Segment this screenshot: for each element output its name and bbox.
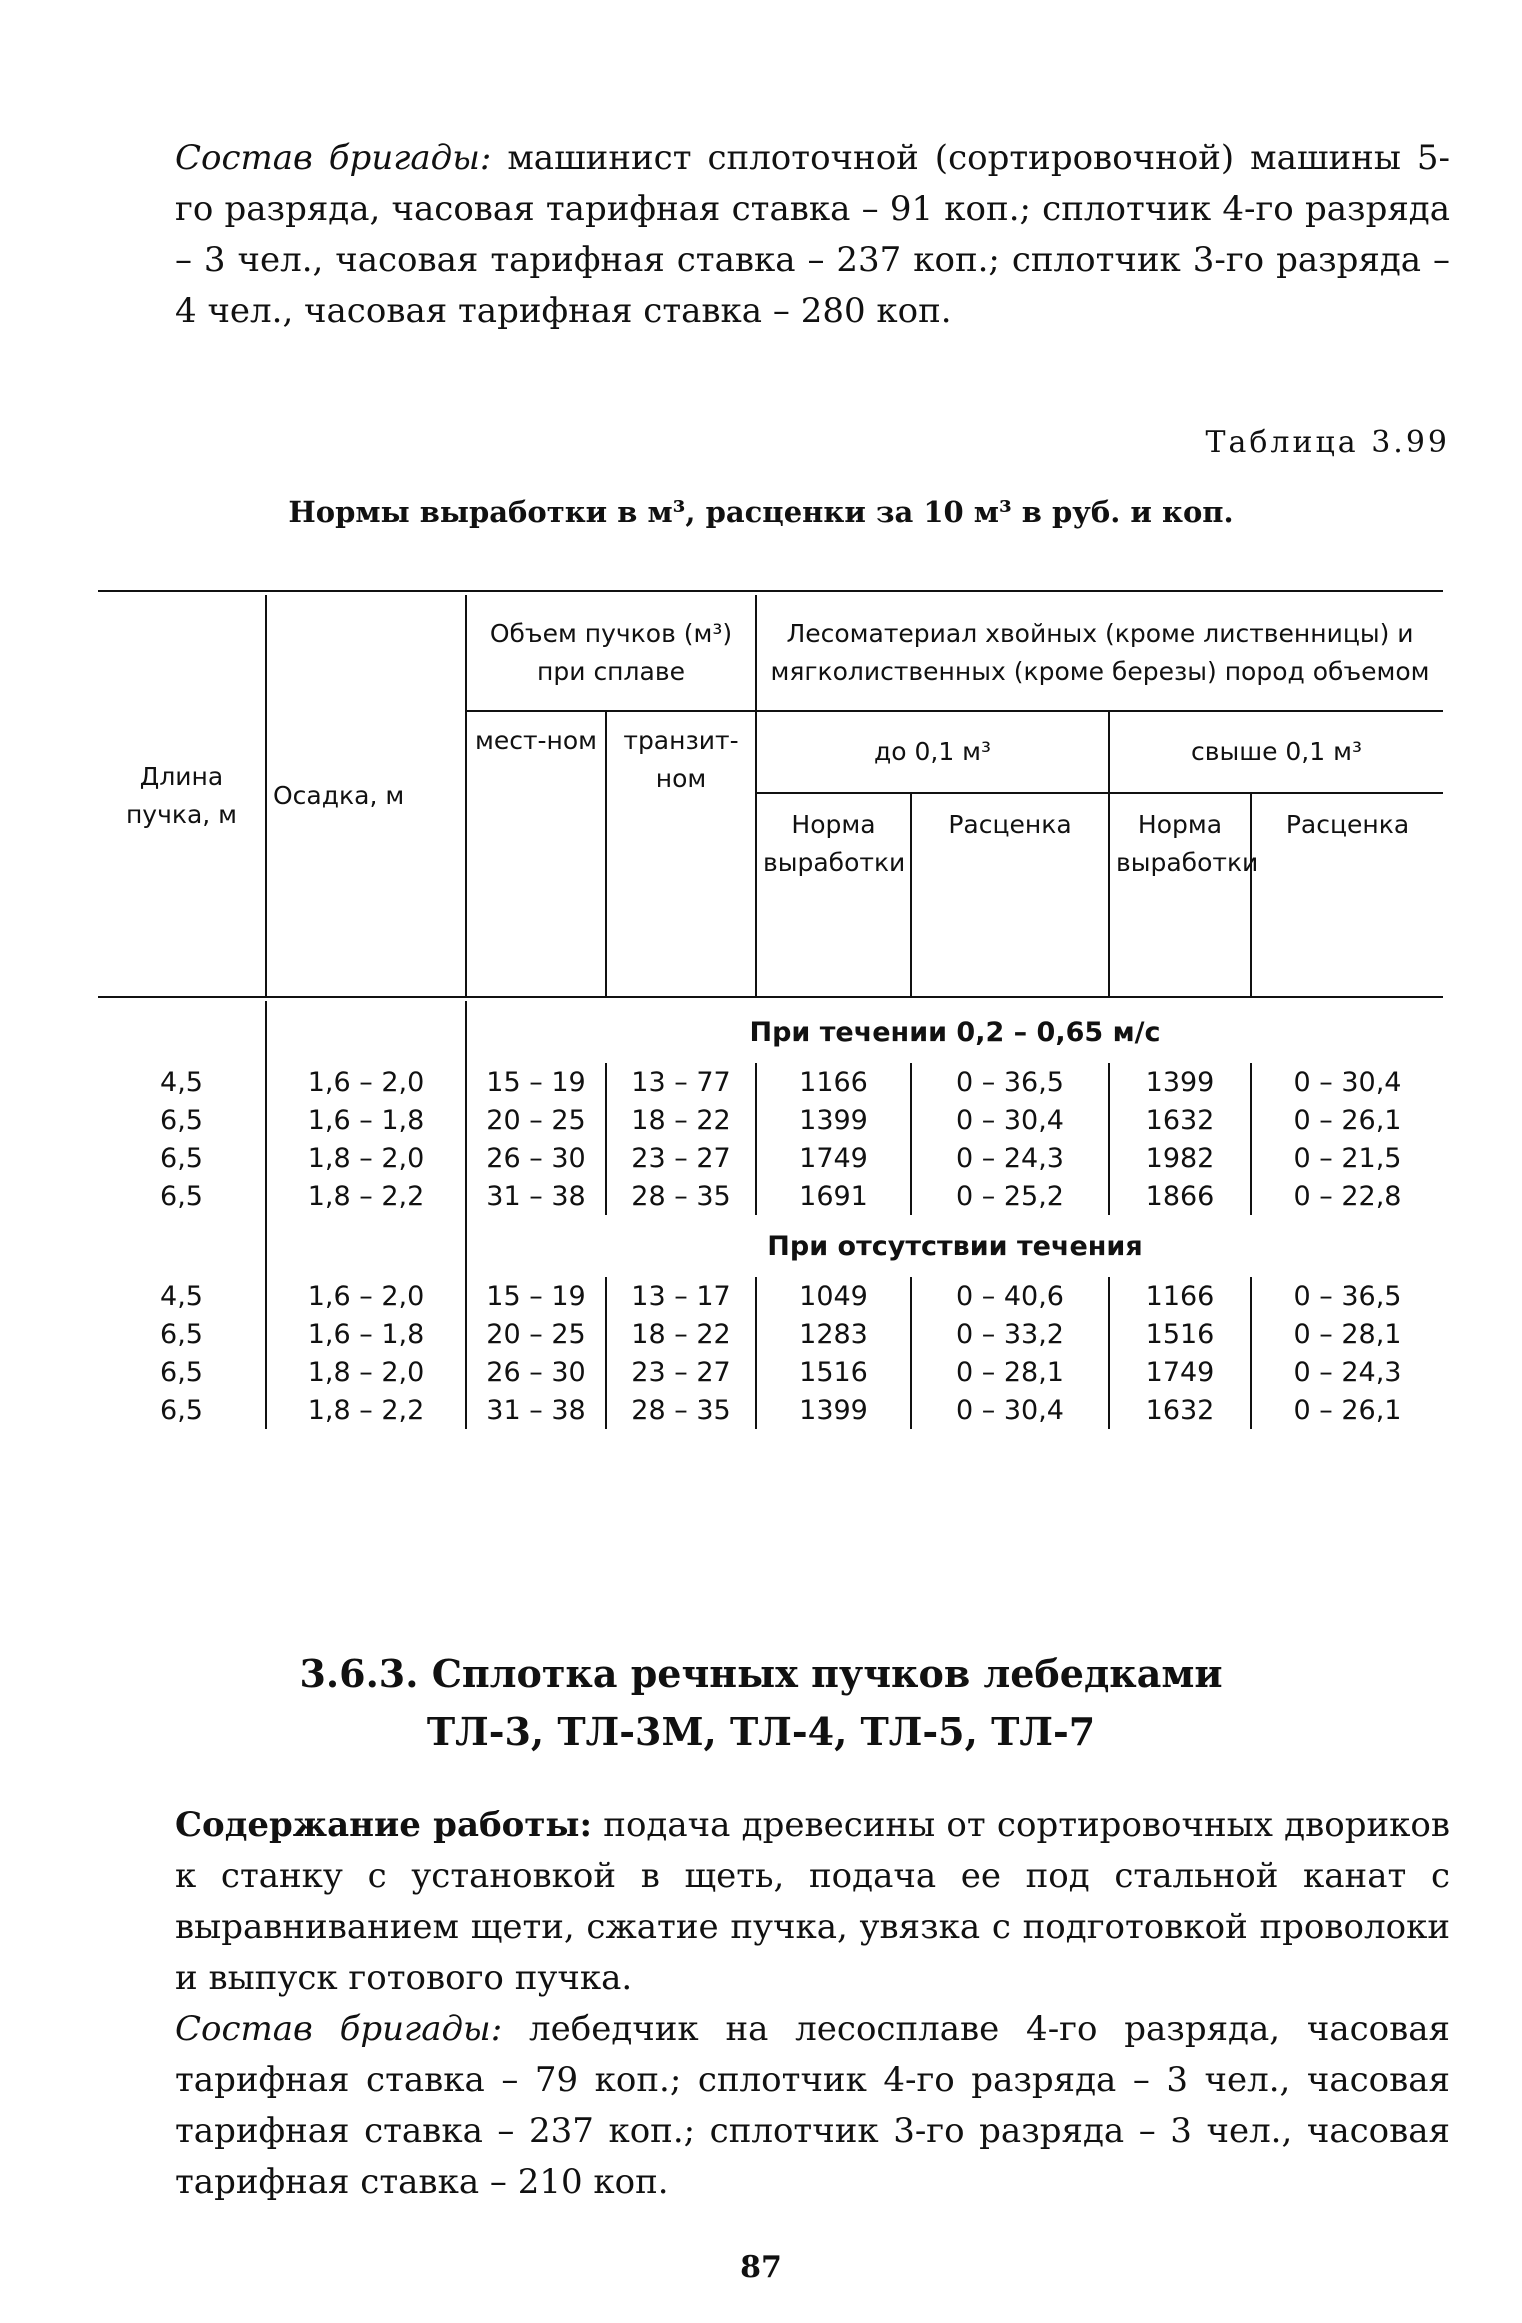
- crew-paragraph-2: [175, 2004, 1450, 2208]
- table-cell: 1399: [756, 1101, 911, 1139]
- table-cell: 0 – 30,4: [1251, 1063, 1443, 1101]
- header-length: Длина пучка, м: [125, 761, 238, 829]
- table-cell: 6,5: [160, 1104, 203, 1136]
- header-material: Лесоматериал хвойных (кроме лиственницы) и мягколиственных (кроме березы) пород объемом: [756, 595, 1443, 711]
- table-row: [98, 1177, 1443, 1215]
- work-content-label: Содержание работы:: [175, 1805, 593, 1845]
- table-cell: 4,5: [160, 1066, 203, 1098]
- header-norm-1: Норма выработки: [756, 793, 911, 997]
- crew-text-2: лебедчик на лесосплаве 4-го разряда, часовая тарифная ставка – 79 коп.; сплотчик 4-го разряда – 3 чел., часовая тарифная ставка – 237 коп.; сплотчик 3-го разряда – 3 чел., часовая тарифная ставка – 210 коп.: [175, 2009, 1450, 2202]
- table-cell: 31 – 38: [466, 1391, 606, 1429]
- table-cell: 0 – 24,3: [1251, 1353, 1443, 1391]
- table-cell: 15 – 19: [466, 1277, 606, 1315]
- table-cell: 1516: [756, 1353, 911, 1391]
- table-cell: 1982: [1109, 1139, 1251, 1177]
- table-cell: 26 – 30: [466, 1353, 606, 1391]
- crew-text: машинист сплоточной (сортировочной) машины 5-го разряда, часовая тарифная ставка – 91 коп.; сплотчик 4-го разряда – 3 чел., часовая тарифная ставка – 237 коп.; сплотчик 3-го разряда – 4 чел., часовая тарифная ставка – 280 коп.: [175, 138, 1450, 331]
- table-cell: 1,8 – 2,0: [266, 1353, 466, 1391]
- table-cell: 15 – 19: [466, 1063, 606, 1101]
- table-cell: 1632: [1109, 1101, 1251, 1139]
- table-cell: 0 – 26,1: [1251, 1391, 1443, 1429]
- table-cell: 23 – 27: [606, 1139, 756, 1177]
- table-cell: 20 – 25: [466, 1315, 606, 1353]
- table-cell: 26 – 30: [466, 1139, 606, 1177]
- norms-table: [98, 590, 1443, 1429]
- table-cell: 0 – 24,3: [911, 1139, 1109, 1177]
- table-cell: 0 – 30,4: [911, 1391, 1109, 1429]
- table-cell: 6,5: [160, 1142, 203, 1174]
- table-title: Нормы выработки в м³, расценки за 10 м³ в руб. и коп.: [288, 495, 1234, 529]
- table-cell: 0 – 28,1: [1251, 1315, 1443, 1353]
- heading-line-1: 3.6.3. Сплотка речных пучков лебедками: [299, 1651, 1223, 1696]
- table-cell: 31 – 38: [466, 1177, 606, 1215]
- table-cell: 0 – 30,4: [911, 1101, 1109, 1139]
- heading-line-2: ТЛ-3, ТЛ-3М, ТЛ-4, ТЛ-5, ТЛ-7: [426, 1709, 1096, 1754]
- table-cell: 28 – 35: [606, 1391, 756, 1429]
- crew-label-2: Состав бригады:: [175, 2009, 503, 2049]
- work-content-text: подача древесины от сортировочных двориков к станку с установкой в щеть, подача ее под стальной канат с выравниванием щети, сжатие пучка, увязка с подготовкой проволоки и выпуск готового пучка.: [175, 1805, 1450, 1998]
- section-heading: [0, 1645, 1522, 1761]
- table-cell: 0 – 40,6: [911, 1277, 1109, 1315]
- table-cell: 0 – 28,1: [911, 1353, 1109, 1391]
- table-cell: 23 – 27: [606, 1353, 756, 1391]
- table-cell: 1,6 – 1,8: [266, 1101, 466, 1139]
- table-cell: 0 – 25,2: [911, 1177, 1109, 1215]
- table-cell: 1399: [756, 1391, 911, 1429]
- header-transit: транзит-ном: [606, 711, 756, 997]
- header-price-2: Расценка: [1251, 793, 1443, 997]
- table-cell: 1516: [1109, 1315, 1251, 1353]
- page-number: 87: [740, 2250, 782, 2285]
- header-draft: Осадка, м: [266, 595, 466, 997]
- table-cell: 1049: [756, 1277, 911, 1315]
- table-cell: 18 – 22: [606, 1101, 756, 1139]
- table-cell: 0 – 22,8: [1251, 1177, 1443, 1215]
- table-cell: 1866: [1109, 1177, 1251, 1215]
- table-cell: 4,5: [160, 1280, 203, 1312]
- table-cell: 1166: [756, 1063, 911, 1101]
- table-cell: 6,5: [160, 1180, 203, 1212]
- table-cell: 1,8 – 2,2: [266, 1391, 466, 1429]
- table-cell: 1,6 – 2,0: [266, 1063, 466, 1101]
- table-cell: 1,8 – 2,0: [266, 1139, 466, 1177]
- table-row: [98, 1315, 1443, 1353]
- table-cell: 0 – 26,1: [1251, 1101, 1443, 1139]
- table-row: [98, 1353, 1443, 1391]
- header-over: свыше 0,1 м³: [1109, 711, 1443, 793]
- table-cell: 6,5: [160, 1394, 203, 1426]
- table-row: [98, 1101, 1443, 1139]
- table-cell: 6,5: [160, 1356, 203, 1388]
- crew-label: Состав бригады:: [175, 138, 492, 178]
- table-cell: 1283: [756, 1315, 911, 1353]
- table-cell: 1,6 – 2,0: [266, 1277, 466, 1315]
- table-row: [98, 1391, 1443, 1429]
- table-row: [98, 1277, 1443, 1315]
- work-content-paragraph: [175, 1800, 1450, 2004]
- table-cell: 1399: [1109, 1063, 1251, 1101]
- table-cell: 0 – 36,5: [911, 1063, 1109, 1101]
- header-volume: Объем пучков (м³) при сплаве: [466, 595, 756, 711]
- section-flow: При течении 0,2 – 0,65 м/с: [466, 1001, 1443, 1063]
- table-cell: 1166: [1109, 1277, 1251, 1315]
- table-row: [98, 1139, 1443, 1177]
- table-row: [98, 1063, 1443, 1101]
- table-cell: 1691: [756, 1177, 911, 1215]
- table-cell: 13 – 77: [606, 1063, 756, 1101]
- table-label: Таблица 3.99: [1205, 425, 1450, 460]
- table-cell: 1,6 – 1,8: [266, 1315, 466, 1353]
- table-cell: 1749: [756, 1139, 911, 1177]
- table-cell: 13 – 17: [606, 1277, 756, 1315]
- header-norm-2: Норма выработки: [1109, 793, 1251, 997]
- header-upto: до 0,1 м³: [756, 711, 1109, 793]
- header-local: мест-ном: [466, 711, 606, 997]
- section-no-flow: При отсутствии течения: [466, 1215, 1443, 1277]
- table-cell: 1749: [1109, 1353, 1251, 1391]
- table-cell: 1,8 – 2,2: [266, 1177, 466, 1215]
- table-cell: 20 – 25: [466, 1101, 606, 1139]
- table-cell: 0 – 33,2: [911, 1315, 1109, 1353]
- table-cell: 6,5: [160, 1318, 203, 1350]
- table-cell: 18 – 22: [606, 1315, 756, 1353]
- table-cell: 0 – 21,5: [1251, 1139, 1443, 1177]
- table-cell: 28 – 35: [606, 1177, 756, 1215]
- table-cell: 1632: [1109, 1391, 1251, 1429]
- crew-paragraph: [175, 133, 1450, 337]
- header-price-1: Расценка: [911, 793, 1109, 997]
- table-cell: 0 – 36,5: [1251, 1277, 1443, 1315]
